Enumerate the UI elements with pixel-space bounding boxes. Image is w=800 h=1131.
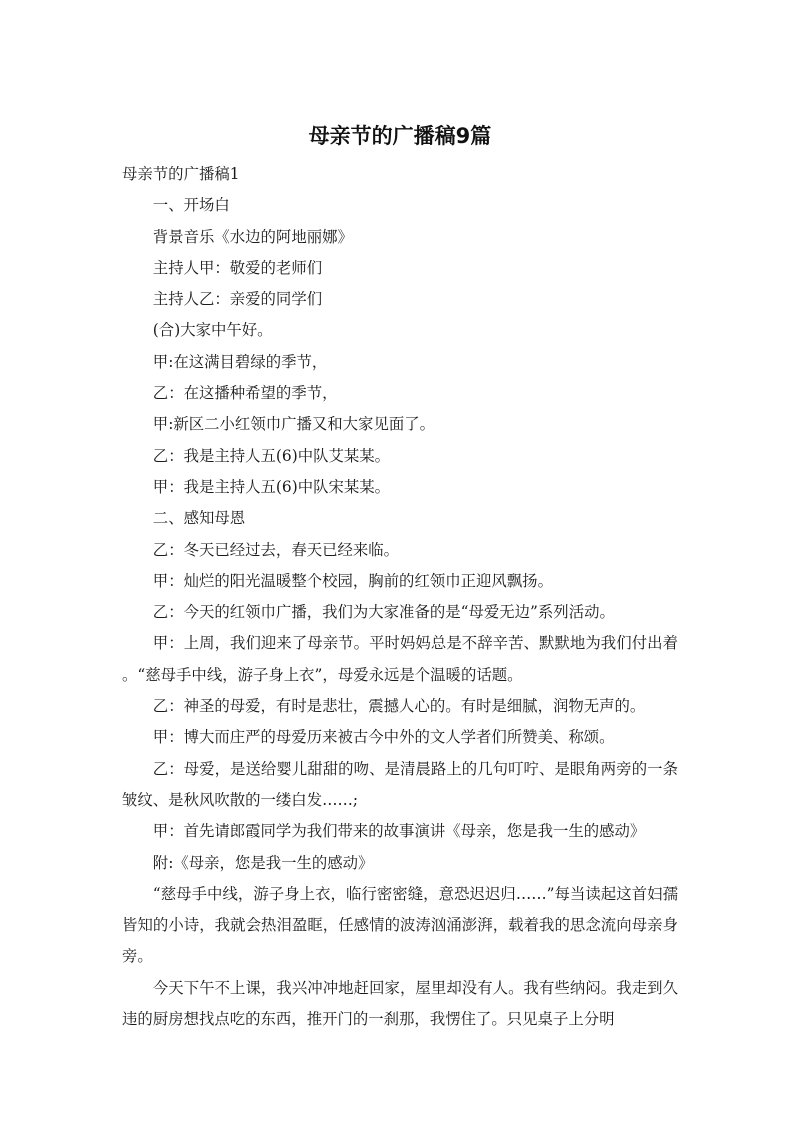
document-body (122, 159, 678, 1035)
paragraph: 乙：神圣的母爱，有时是悲壮，震撼人心的。有时是细腻，润物无声的。 (152, 697, 646, 716)
paragraph: 今天下午不上课，我兴冲冲地赶回家，屋里却没有人。我有些纳闷。我走到久违的厨房想找点吃的东西，推开门的一刹那，我愣住了。只见桌子上分明 (122, 978, 678, 1029)
section-heading: 母亲节的广播稿1 (122, 165, 240, 183)
paragraph: 二、感知母恩 (152, 509, 246, 528)
paragraph: 甲：首先请郎霞同学为我们带来的故事演讲《母亲，您是我一生的感动》 (152, 822, 646, 841)
paragraph: 乙：母爱，是送给婴儿甜甜的吻、是清晨路上的几句叮咛、是眼角两旁的一条皱纹、是秋风吹散的一缕白发……; (122, 759, 678, 809)
paragraph: 背景音乐《水边的阿地丽娜》 (152, 227, 353, 246)
paragraph: 乙：今天的红领巾广播，我们为大家准备的是“母爱无边”系列活动。 (152, 603, 615, 622)
paragraph: 乙：在这播种希望的季节， (152, 384, 338, 403)
paragraph: 甲:新区二小红领巾广播又和大家见面了。 (152, 415, 436, 434)
paragraph: “慈母手中线，游子身上衣，临行密密缝，意恐迟迟归……”每当读起这首妇孺皆知的小诗，我就会热泪盈眶，任感情的波涛汹涌澎湃，载着我的思念流向母亲身旁。 (122, 884, 678, 966)
paragraph: 乙：我是主持人五(6)中队艾某某。 (152, 446, 391, 465)
paragraph: 甲：我是主持人五(6)中队宋某某。 (152, 477, 391, 496)
document-title: 母亲节的广播稿9篇 (308, 124, 492, 148)
paragraph: 甲：灿烂的阳光温暖整个校园，胸前的红领巾正迎风飘扬。 (152, 571, 553, 590)
paragraph: 一、开场白 (152, 196, 230, 215)
paragraph: 甲：博大而庄严的母爱历来被古今中外的文人学者们所赞美、称颂。 (152, 728, 615, 747)
paragraph: 主持人乙：亲爱的同学们 (152, 290, 323, 309)
paragraph: 甲：上周，我们迎来了母亲节。平时妈妈总是不辞辛苦、默默地为我们付出着。“慈母手中线，游子身上衣”，母爱永远是个温暖的话题。 (122, 634, 678, 684)
paragraph: (合)大家中午好。 (152, 321, 273, 340)
paragraph: 甲:在这满目碧绿的季节， (152, 352, 328, 371)
paragraph: 附:《母亲，您是我一生的感动》 (152, 853, 374, 872)
paragraph: 主持人甲：敬爱的老师们 (152, 258, 323, 277)
paragraph: 乙：冬天已经过去，春天已经来临。 (152, 540, 400, 559)
